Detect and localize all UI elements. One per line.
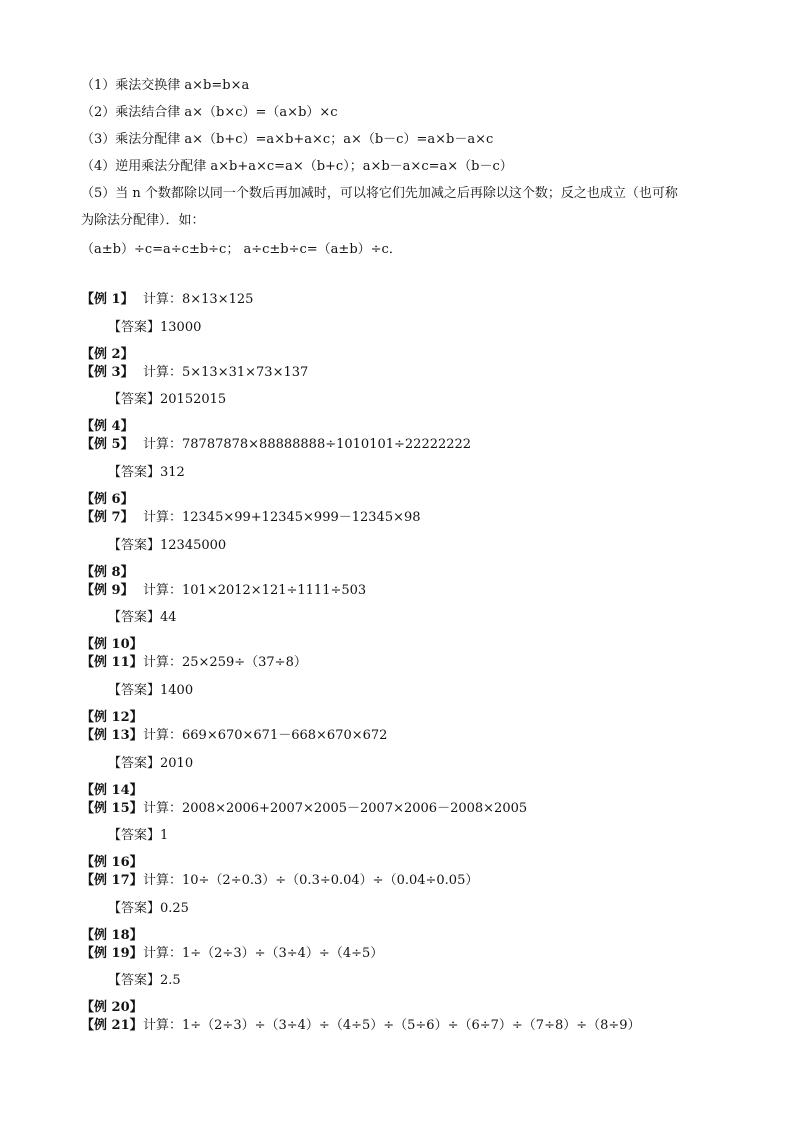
example-text: 计算：1÷（2÷3）÷（3÷4）÷（4÷5）÷（5÷6）÷（6÷7）÷（7÷8）÷（8÷9） [143, 1018, 641, 1033]
example-label: 【例 18】 [81, 928, 143, 943]
example-11 [81, 655, 307, 671]
example-1 [81, 292, 253, 308]
example-10 [81, 637, 143, 653]
example-14 [81, 783, 143, 799]
example-label: 【例 16】 [81, 855, 143, 870]
example-text: 计算：1÷（2÷3）÷（3÷4）÷（4÷5） [143, 946, 384, 961]
example-text: 计算：78787878×88888888÷1010101÷22222222 [143, 437, 472, 452]
example-label: 【例 7】 [81, 510, 134, 525]
answer-1: 【答案】13000 [108, 320, 202, 335]
answer-17: 【答案】0.25 [108, 901, 189, 916]
division-formula: （a±b）÷c=a÷c±b÷c； a÷c±b÷c=（a±b）÷c． [81, 242, 402, 257]
example-6 [81, 492, 143, 508]
example-label: 【例 19】 [81, 946, 143, 961]
rule-distributive: （3）乘法分配律 a×（b+c）=a×b+a×c；a×（b－c）=a×b－a×c [81, 132, 494, 147]
example-label: 【例 9】 [81, 583, 134, 598]
answer-3: 【答案】20152015 [108, 392, 227, 407]
answer-13: 【答案】2010 [108, 756, 194, 771]
example-8 [81, 565, 143, 581]
example-text: 计算：5×13×31×73×137 [143, 365, 309, 380]
example-label: 【例 13】 [81, 728, 143, 743]
example-4 [81, 419, 143, 435]
example-label: 【例 3】 [81, 365, 134, 380]
example-label: 【例 20】 [81, 1000, 143, 1015]
example-label: 【例 12】 [81, 710, 143, 725]
example-label: 【例 8】 [81, 565, 134, 580]
example-16 [81, 855, 143, 871]
example-13 [81, 728, 387, 744]
example-label: 【例 15】 [81, 801, 143, 816]
example-text: 计算：8×13×125 [143, 292, 254, 307]
rule-division-distributive: （5）当 n 个数都除以同一个数后再加减时，可以将它们先加减之后再除以这个数；反之也成立（也可称 [81, 186, 678, 201]
answer-7: 【答案】12345000 [108, 538, 227, 553]
example-text: 计算：25×259÷（37÷8） [143, 655, 307, 670]
rule-associative: （2）乘法结合律 a×（b×c）=（a×b）×c [81, 105, 338, 120]
example-9 [81, 583, 366, 599]
answer-11: 【答案】1400 [108, 683, 194, 698]
example-label: 【例 14】 [81, 783, 143, 798]
example-text: 计算：12345×99+12345×999－12345×98 [143, 510, 421, 525]
example-5 [81, 437, 471, 453]
answer-19: 【答案】2.5 [108, 973, 181, 988]
answer-15: 【答案】1 [108, 828, 169, 843]
rule-commutative: （1）乘法交换律 a×b=b×a [81, 78, 250, 93]
answer-9: 【答案】44 [108, 610, 177, 625]
example-18 [81, 928, 143, 944]
example-label: 【例 4】 [81, 419, 134, 434]
example-17 [81, 873, 478, 889]
example-label: 【例 17】 [81, 873, 143, 888]
example-19 [81, 946, 383, 962]
example-label: 【例 2】 [81, 347, 134, 362]
example-label: 【例 5】 [81, 437, 134, 452]
example-label: 【例 11】 [81, 655, 143, 670]
answer-5: 【答案】312 [108, 465, 185, 480]
example-20 [81, 1000, 143, 1016]
example-label: 【例 10】 [81, 637, 143, 652]
rule-division-distributive-cont: 为除法分配律）．如： [81, 213, 205, 228]
example-text: 计算：10÷（2÷0.3）÷（0.3÷0.04）÷（0.04÷0.05） [143, 873, 479, 888]
example-label: 【例 1】 [81, 292, 134, 307]
example-label: 【例 6】 [81, 492, 134, 507]
example-label: 【例 21】 [81, 1018, 143, 1033]
example-21 [81, 1018, 641, 1034]
example-2 [81, 347, 143, 363]
example-7 [81, 510, 421, 526]
example-text: 计算：669×670×671－668×670×672 [143, 728, 388, 743]
example-12 [81, 710, 143, 726]
example-3 [81, 365, 308, 381]
rule-reverse-distributive: （4）逆用乘法分配律 a×b+a×c=a×（b+c）；a×b－a×c=a×（b－c） [81, 159, 513, 174]
example-15 [81, 801, 527, 817]
example-text: 计算：2008×2006+2007×2005－2007×2006－2008×2005 [143, 801, 528, 816]
example-text: 计算：101×2012×121÷1111÷503 [143, 583, 367, 598]
